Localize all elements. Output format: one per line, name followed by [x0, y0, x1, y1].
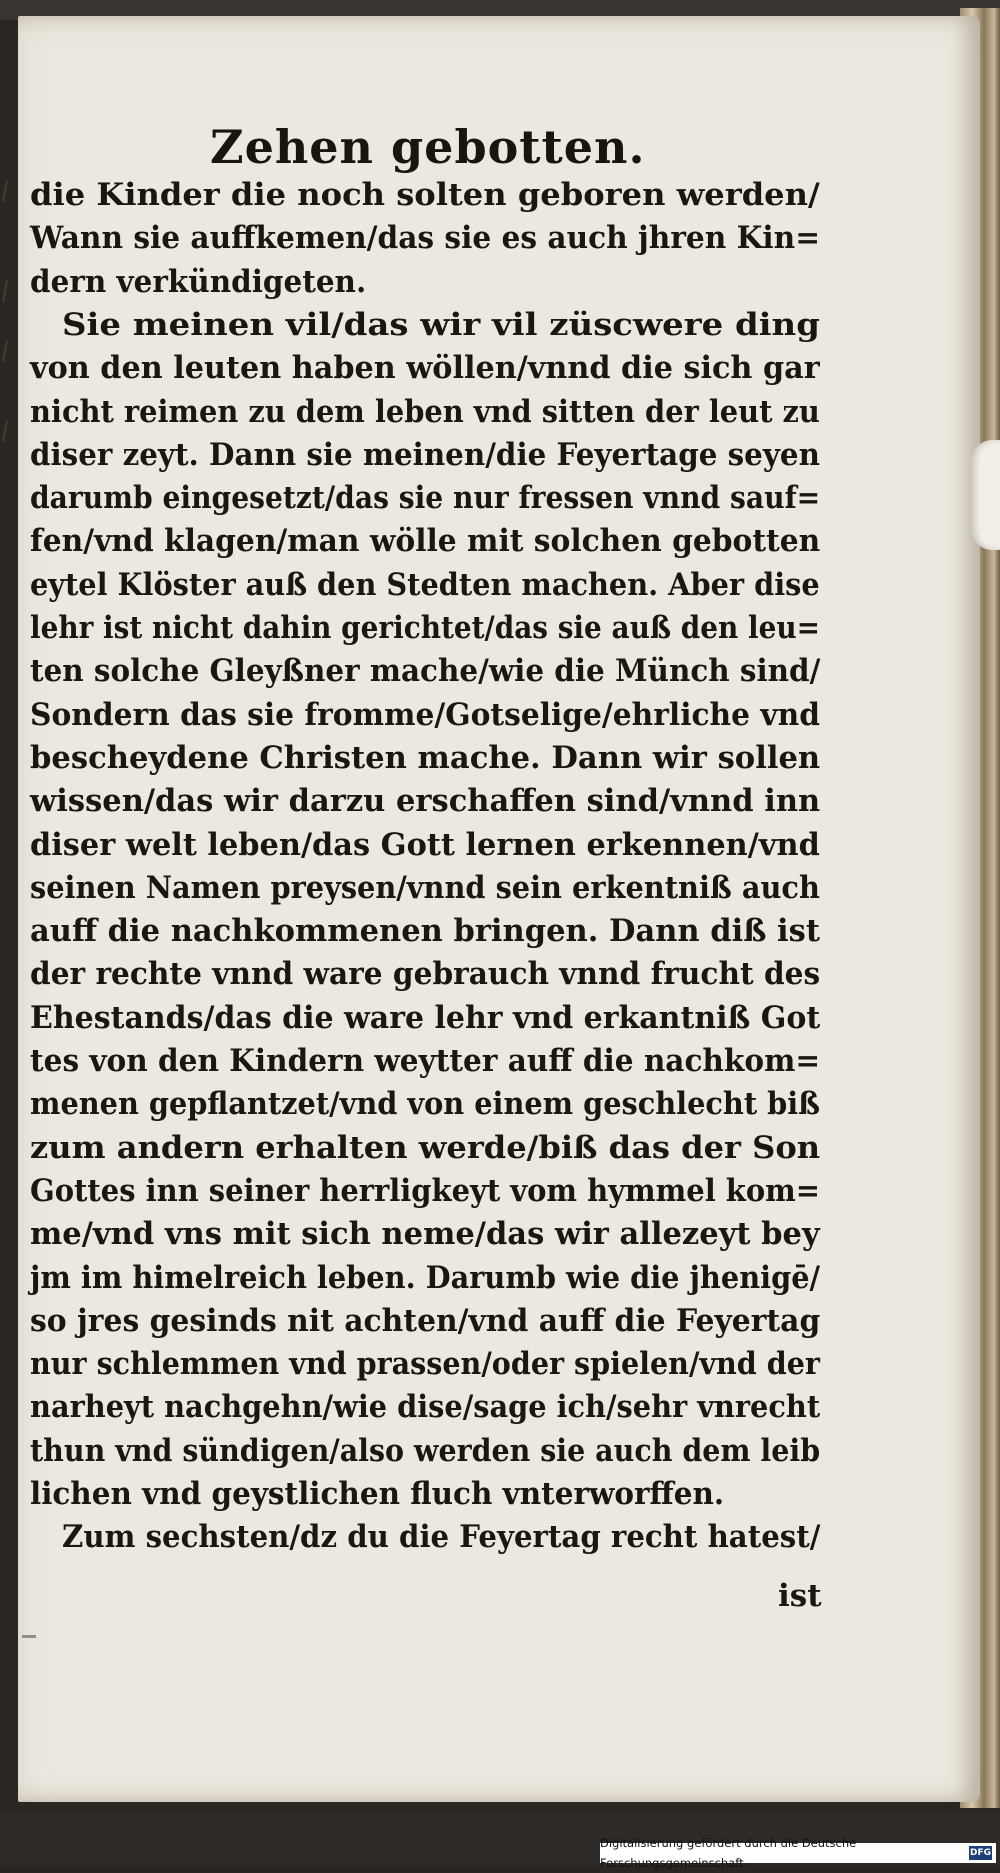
text-line: auff die nachkommenen bringen. Dann diß ist [30, 913, 820, 950]
text-line: die Kinder die noch solten geboren werden/ [30, 177, 820, 213]
text-line: me/vnd vns mit sich neme/das wir allezeyt bey [30, 1216, 820, 1253]
text-line: Sie meinen vil/das wir vil züscwere ding [62, 306, 820, 343]
gutter-marginalia [0, 180, 24, 480]
text-line: lichen vnd geystlichen fluch vnterworffen. [30, 1476, 725, 1512]
text-line: dern verkündigeten. [30, 263, 367, 300]
footer-credit [600, 1836, 996, 1870]
text-line: Sondern das sie fromme/Gotselige/ehrliche vnd [30, 696, 821, 733]
footer-text: Digitalisierung gefördert durch die Deutsche Forschungsgemeinschaft - [600, 1836, 857, 1870]
text-line: diser zeyt. Dann sie meinen/die Feyertage seyen [30, 436, 820, 473]
margin-mark [22, 1635, 36, 1638]
text-line: thun vnd sündigen/also werden sie auch dem leib [30, 1432, 821, 1469]
text-line: zum andern erhalten werde/biß das der Son [30, 1129, 821, 1166]
text-line: nur schlemmen vnd prassen/oder spielen/vnd der [30, 1346, 820, 1383]
text-line: diser welt leben/das Gott lernen erkennen/vnd [30, 826, 820, 863]
text-line: eytel Klöster auß den Stedten machen. Aber dise [30, 566, 820, 603]
text-line: so jres gesinds nit achten/vnd auff die Feyertag [30, 1302, 821, 1339]
text-line: ten solche Gleyßner mache/wie die Münch sind/ [30, 653, 821, 690]
text-line: tes von den Kindern weytter auff die nachkom= [30, 1043, 821, 1079]
text-line: fen/vnd klagen/man wölle mit solchen gebotten [30, 523, 821, 560]
text-line: Gottes inn seiner herrligkeyt vom hymmel kom= [30, 1172, 821, 1209]
dfg-logo: DFG [969, 1848, 991, 1858]
text-line: der rechte vnnd ware gebrauch vnnd frucht des [30, 956, 821, 993]
text-line: lehr ist nicht dahin gerichtet/das sie auß den leu= [30, 610, 821, 646]
text-line: nicht reimen zu dem leben vnd sitten der leut zu [30, 393, 820, 430]
text-line: Wann sie auffkemen/das sie es auch jhren Kin= [30, 220, 821, 257]
text-line: Zum sechsten/dz du die Feyertag recht hatest/ [62, 1519, 821, 1556]
text-line: Ehestands/das die ware lehr vnd erkantniß Got [30, 999, 821, 1036]
text-line: wissen/das wir darzu erschaffen sind/vnnd inn [30, 783, 821, 820]
running-heading: Zehen gebotten. [210, 120, 646, 174]
text-line: menen gepflantzet/vnd von einem geschlecht biß [30, 1086, 821, 1123]
text-line: bescheydene Christen mache. Dann wir sollen [30, 739, 821, 776]
text-line: von den leuten haben wöllen/vnnd die sich gar [30, 350, 820, 387]
text-line: seinen Namen preysen/vnnd sein erkentniß auch [30, 869, 820, 906]
text-line: darumb eingesetzt/das sie nur fressen vnnd sauf= [30, 480, 821, 517]
text-line: jm im himelreich leben. Darumb wie die jhenigē/ [30, 1259, 821, 1296]
page-notch [972, 440, 1000, 550]
catchword: ist [778, 1578, 822, 1614]
text-line: narheyt nachgehn/wie dise/sage ich/sehr vnrecht [30, 1389, 821, 1426]
